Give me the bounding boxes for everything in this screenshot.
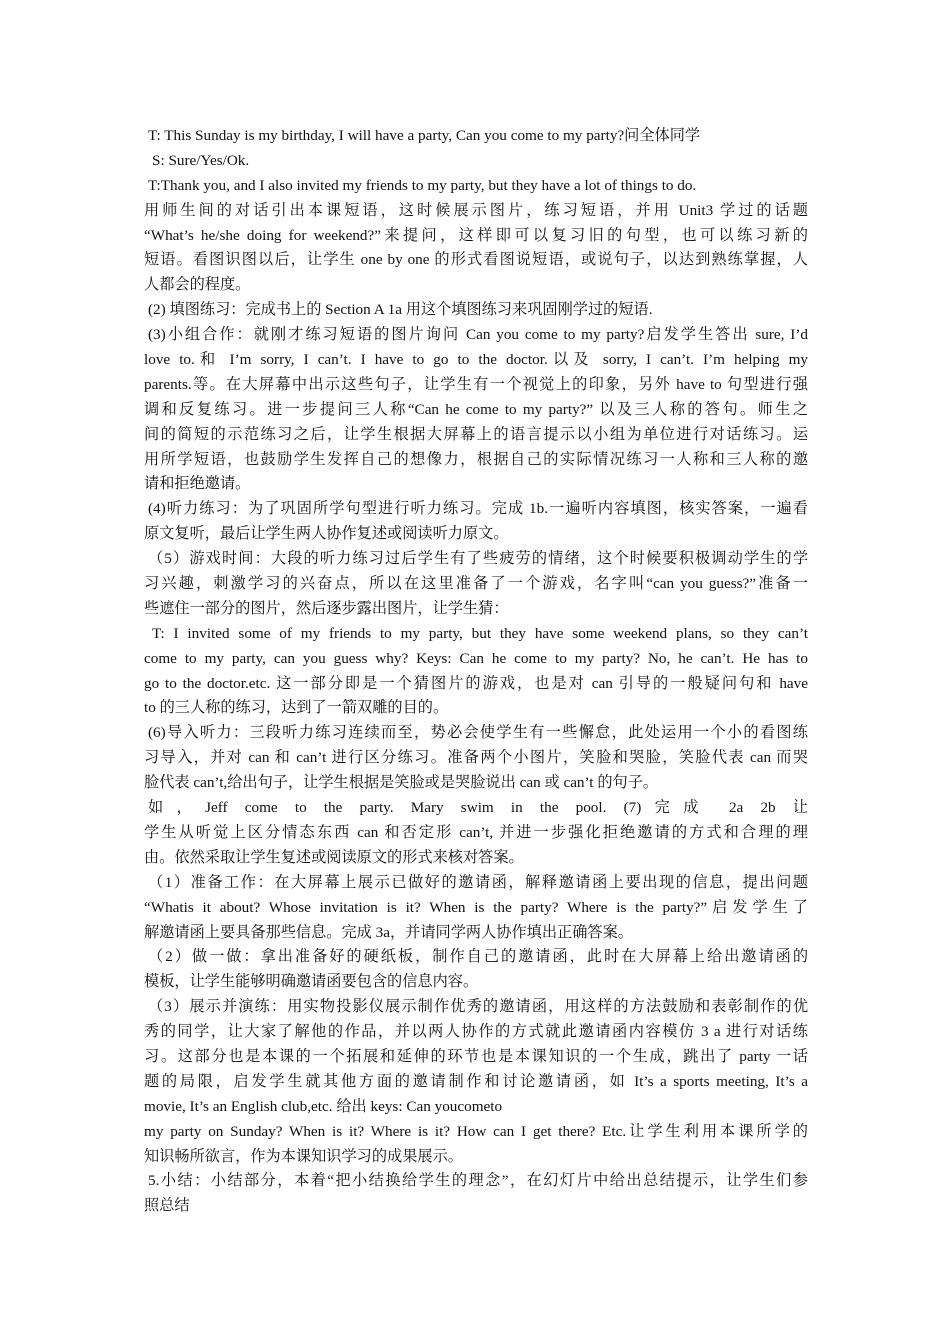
text-line: movie, It’s an English club,etc. 给出 keys: Can youcometo: [144, 1097, 503, 1115]
text-line: （3）展示并演练：用实物投影仪展示制作优秀的邀请函，用这样的方法鼓励和表彰制作的优: [148, 998, 808, 1016]
text-line: 5.小结：小结部分，本着“把小结换给学生的理念”，在幻灯片中给出总结提示，让学生们参: [148, 1172, 808, 1190]
text-line: T:Thank you, and I also invited my friends to my party, but they have a lot of things to do.: [148, 176, 697, 194]
text-line: 调和反复练习。进一步提问三人称“Can he come to my party?” 以及三人称的答句。师生之: [144, 400, 808, 418]
text-line: 请和拒绝邀请。: [144, 475, 251, 493]
text-line: （1）准备工作：在大屏幕上展示已做好的邀请函，解释邀请函上要出现的信息，提出问题: [148, 873, 808, 891]
text-line: 习导入，并对 can 和 can’t 进行区分练习。准备两个小图片，笑脸和哭脸，笑脸代表 can 而哭: [144, 749, 808, 767]
text-line: come to my party, can you guess why? Keys: Can he come to my party? No, he can’t. He has to: [144, 649, 808, 667]
text-line: 习。这部分也是本课的一个拓展和延伸的环节也是本课知识的一个生成，跳出了 party 一话: [144, 1047, 808, 1065]
text-line: love to.和 I’m sorry, I can’t. I have to go to the doctor.以及 sorry, I can’t. I’m helping my: [144, 351, 808, 369]
text-line: （2）做一做：拿出准备好的硬纸板，制作自己的邀请函，此时在大屏幕上给出邀请函的: [148, 948, 808, 966]
text-line: go to the doctor.etc. 这一部分即是一个猜图片的游戏，也是对 can 引导的一般疑问句和 have: [144, 674, 808, 692]
text-line: my party on Sunday? When is it? Where is it? How can I get there? Etc.让学生利用本课所学的: [144, 1122, 808, 1140]
document-body: [144, 124, 808, 1219]
text-line: to 的三人称的练习，达到了一箭双雕的目的。: [144, 699, 449, 717]
text-line: S: Sure/Yes/Ok.: [152, 151, 250, 169]
text-line: 脸代表 can’t,给出句子，让学生根据是笑脸或是哭脸说出 can 或 can’t 的句子。: [144, 774, 659, 792]
text-line: 些遮住一部分的图片，然后逐步露出图片，让学生猜：: [144, 599, 509, 617]
text-line: 短语。看图识图以后，让学生 one by one 的形式看图说短语，或说句子，以达到熟练掌握，人: [144, 251, 808, 269]
text-line: 学生从听觉上区分情态东西 can 和否定形 can’t, 并进一步强化拒绝邀请的方式和合理的理: [144, 823, 808, 841]
text-line: 如，Jeff come to the party. Mary swim in the pool. (7)完成 2a 2b 让: [148, 799, 808, 817]
text-line: 用师生间的对话引出本课短语，这时候展示图片，练习短语，并用 Unit3 学过的话题: [144, 201, 808, 219]
text-line: T: I invited some of my friends to my party, but they have some weekend plans, so they can’t: [152, 624, 808, 642]
text-line: T: This Sunday is my birthday, I will have a party, Can you come to my party?问全体同学: [148, 127, 701, 144]
text-line: “What’s he/she doing for weekend?”来提问，这样即可以复习旧的句型，也可以练习新的: [144, 226, 808, 244]
text-line: (2) 填图练习：完成书上的 Section A 1a 用这个填图练习来巩固刚学过的短语.: [148, 301, 653, 319]
text-line: 解邀请函上要具备那些信息。完成 3a，并请同学两人协作填出正确答案。: [144, 923, 633, 941]
text-line: 间的简短的示范练习之后，让学生根据大屏幕上的语言提示以小组为单位进行对话练习。运: [144, 425, 808, 443]
text-line: 用所学短语，也鼓励学生发挥自己的想像力，根据自己的实际情况练习一人称和三人称的邀: [144, 450, 808, 468]
text-line: 知识畅所欲言，作为本课知识学习的成果展示。: [144, 1147, 463, 1165]
text-line: 秀的同学，让大家了解他的作品，并以两人协作的方式就此邀请函内容模仿 3 a 进行对话练: [144, 1023, 808, 1041]
text-line: 题的局限，启发学生就其他方面的邀请制作和讨论邀请函，如 It’s a sports meeting, It’s a: [144, 1072, 808, 1090]
text-line: 人都会的程度。: [144, 276, 251, 294]
text-line: “Whatis it about? Whose invitation is it? When is the party? Where is the party?”启发学生了: [144, 898, 808, 916]
text-line: 习兴趣，刺激学习的兴奋点，所以在这里准备了一个游戏，名字叫“can you guess?”准备一: [144, 575, 808, 593]
text-line: 原文复听，最后让学生两人协作复述或阅读听力原文。: [144, 525, 509, 543]
text-line: (3)小组合作：就刚才练习短语的图片询问 Can you come to my party?启发学生答出 sure, I’d: [148, 326, 808, 344]
text-line: （5）游戏时间：大段的听力练习过后学生有了些疲劳的情绪，这个时候要积极调动学生的学: [148, 550, 808, 568]
text-line: (4)听力练习：为了巩固所学句型进行听力练习。完成 1b.一遍听内容填图，核实答案，一遍看: [148, 500, 808, 518]
text-line: 模板，让学生能够明确邀请函要包含的信息内容。: [144, 973, 479, 991]
text-line: 照总结: [144, 1197, 190, 1215]
text-line: (6)导入听力：三段听力练习连续而至，势必会使学生有一些懈怠，此处运用一个小的看图练: [148, 724, 808, 742]
text-line: 由。依然采取让学生复述或阅读原文的形式来核对答案。: [144, 848, 524, 866]
text-line: parents.等。在大屏幕中出示这些句子，让学生有一个视觉上的印象，另外 have to 句型进行强: [144, 375, 808, 393]
